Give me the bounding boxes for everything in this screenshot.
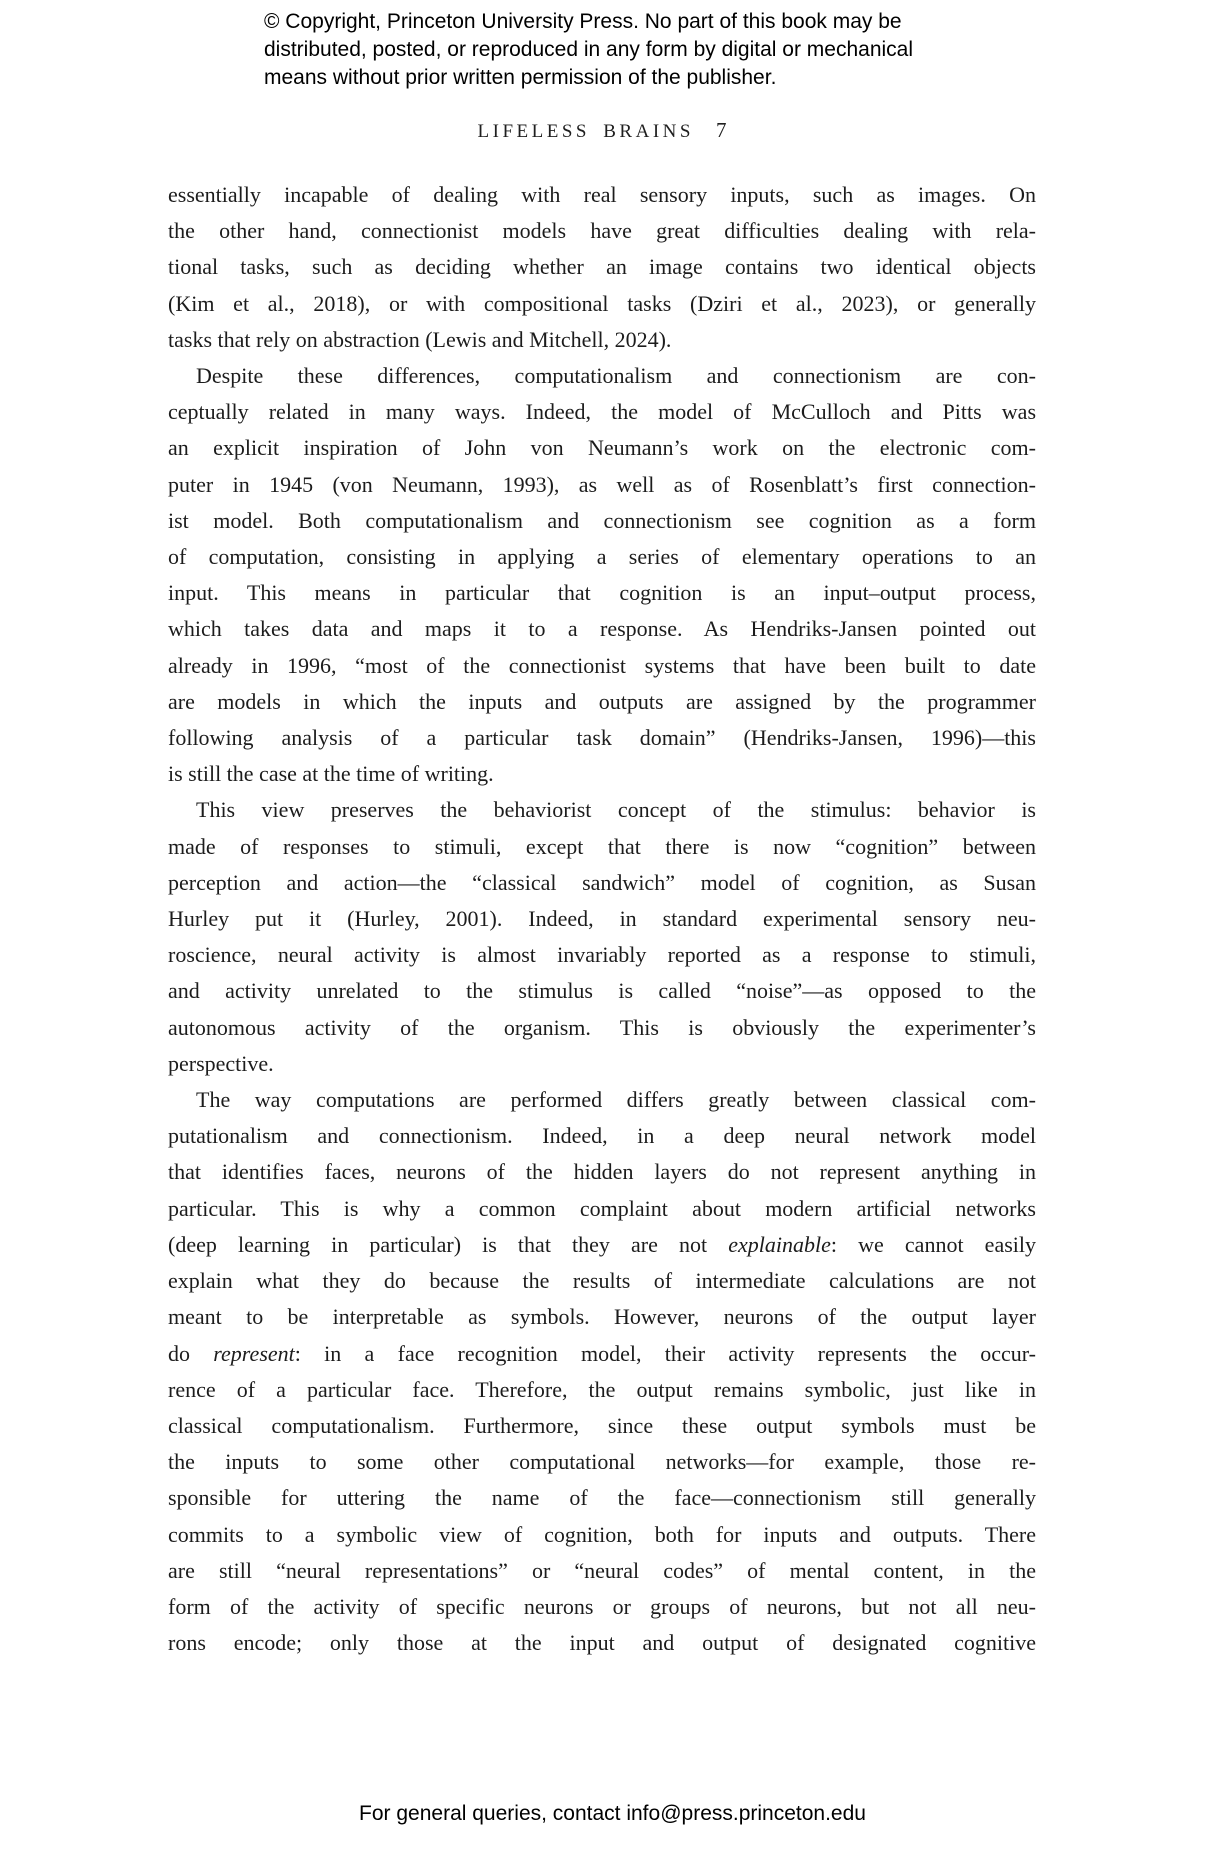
text-line: puter in 1945 (von Neumann, 1993), as well as of Rosenblatt’s first connection- bbox=[168, 471, 1036, 497]
text-line: tional tasks, such as deciding whether an image contains two identical objects bbox=[168, 254, 1036, 280]
text-line: (Kim et al., 2018), or with compositional tasks (Dziri et al., 2023), or generally bbox=[168, 290, 1036, 316]
text-line: ist model. Both computationalism and connectionism see cognition as a form bbox=[168, 507, 1036, 533]
text-line: commits to a symbolic view of cognition, both for inputs and outputs. There bbox=[168, 1521, 1036, 1547]
paragraph bbox=[168, 1082, 1036, 1661]
text-line: The way computations are performed differs greatly between classical com- bbox=[196, 1087, 1036, 1113]
text-line: form of the activity of specific neurons or groups of neurons, but not all neu- bbox=[168, 1593, 1036, 1619]
text-line: made of responses to stimuli, except that there is now “cognition” between bbox=[168, 833, 1036, 859]
paragraph bbox=[168, 792, 1036, 1082]
footer-contact: For general queries, contact info@press.princeton.edu bbox=[359, 1802, 866, 1825]
text-line: which takes data and maps it to a response. As Hendriks-Jansen pointed out bbox=[168, 616, 1036, 642]
text-line: perspective. bbox=[168, 1050, 274, 1076]
text-line: and activity unrelated to the stimulus is called “noise”—as opposed to the bbox=[168, 978, 1036, 1004]
text-line: explain what they do because the results of intermediate calculations are not bbox=[168, 1268, 1036, 1294]
text-line: do represent: in a face recognition model, their activity represents the occur- bbox=[168, 1340, 1037, 1366]
text-line: perception and action—the “classical sandwich” model of cognition, as Susan bbox=[168, 869, 1036, 895]
copyright-line: distributed, posted, or reproduced in any form by digital or mechanical bbox=[264, 38, 914, 61]
text-line: the other hand, connectionist models have great difficulties dealing with rela- bbox=[168, 218, 1036, 244]
paragraph bbox=[168, 358, 1036, 792]
text-line: classical computationalism. Furthermore, since these output symbols must be bbox=[168, 1412, 1036, 1438]
text-line: following analysis of a particular task domain” (Hendriks-Jansen, 1996)—this bbox=[168, 725, 1036, 751]
text-line: Hurley put it (Hurley, 2001). Indeed, in standard experimental sensory neu- bbox=[168, 906, 1036, 932]
text-line: the inputs to some other computational networks—for example, those re- bbox=[168, 1449, 1036, 1475]
running-head bbox=[168, 118, 1036, 143]
text-line: already in 1996, “most of the connectionist systems that have been built to date bbox=[168, 652, 1036, 678]
text-line: an explicit inspiration of John von Neumann’s work on the electronic com- bbox=[168, 435, 1036, 461]
text-line: is still the case at the time of writing. bbox=[168, 761, 494, 787]
copyright-notice bbox=[264, 8, 913, 92]
text-line: putationalism and connectionism. Indeed, in a deep neural network model bbox=[168, 1123, 1036, 1149]
copyright-line: © Copyright, Princeton University Press. No part of this book may be bbox=[264, 10, 902, 33]
text-line: meant to be interpretable as symbols. However, neurons of the output layer bbox=[168, 1304, 1036, 1330]
body-text bbox=[168, 177, 1036, 1661]
copyright-line: means without prior written permission of the publisher. bbox=[264, 66, 777, 89]
text-line: roscience, neural activity is almost invariably reported as a response to stimuli, bbox=[168, 942, 1036, 968]
text-line: (deep learning in particular) is that they are not explainable: we cannot easily bbox=[168, 1231, 1036, 1257]
text-line: of computation, consisting in applying a series of elementary operations to an bbox=[168, 544, 1036, 570]
page-number: 7 bbox=[715, 118, 727, 142]
paragraph bbox=[168, 177, 1036, 358]
text-line: Despite these differences, computationalism and connectionism are con- bbox=[196, 363, 1036, 389]
text-line: rence of a particular face. Therefore, the output remains symbolic, just like in bbox=[168, 1376, 1036, 1402]
text-line: are still “neural representations” or “neural codes” of mental content, in the bbox=[168, 1557, 1036, 1583]
text-line: rons encode; only those at the input and output of designated cognitive bbox=[168, 1630, 1036, 1656]
text-line: ceptually related in many ways. Indeed, the model of McCulloch and Pitts was bbox=[168, 399, 1036, 425]
running-head-title: LIFELESS BRAINS bbox=[477, 121, 694, 142]
text-line: essentially incapable of dealing with real sensory inputs, such as images. On bbox=[168, 182, 1036, 207]
text-line: tasks that rely on abstraction (Lewis and Mitchell, 2024). bbox=[168, 326, 672, 352]
text-line: that identifies faces, neurons of the hidden layers do not represent anything in bbox=[168, 1159, 1036, 1185]
text-line: This view preserves the behaviorist concept of the stimulus: behavior is bbox=[196, 797, 1036, 823]
text-line: input. This means in particular that cognition is an input–output process, bbox=[168, 580, 1036, 606]
text-line: sponsible for uttering the name of the face—connectionism still generally bbox=[168, 1485, 1036, 1511]
text-line: autonomous activity of the organism. This is obviously the experimenter’s bbox=[168, 1014, 1036, 1040]
text-line: are models in which the inputs and outputs are assigned by the programmer bbox=[168, 688, 1036, 714]
text-line: particular. This is why a common complaint about modern artificial networks bbox=[168, 1195, 1036, 1221]
